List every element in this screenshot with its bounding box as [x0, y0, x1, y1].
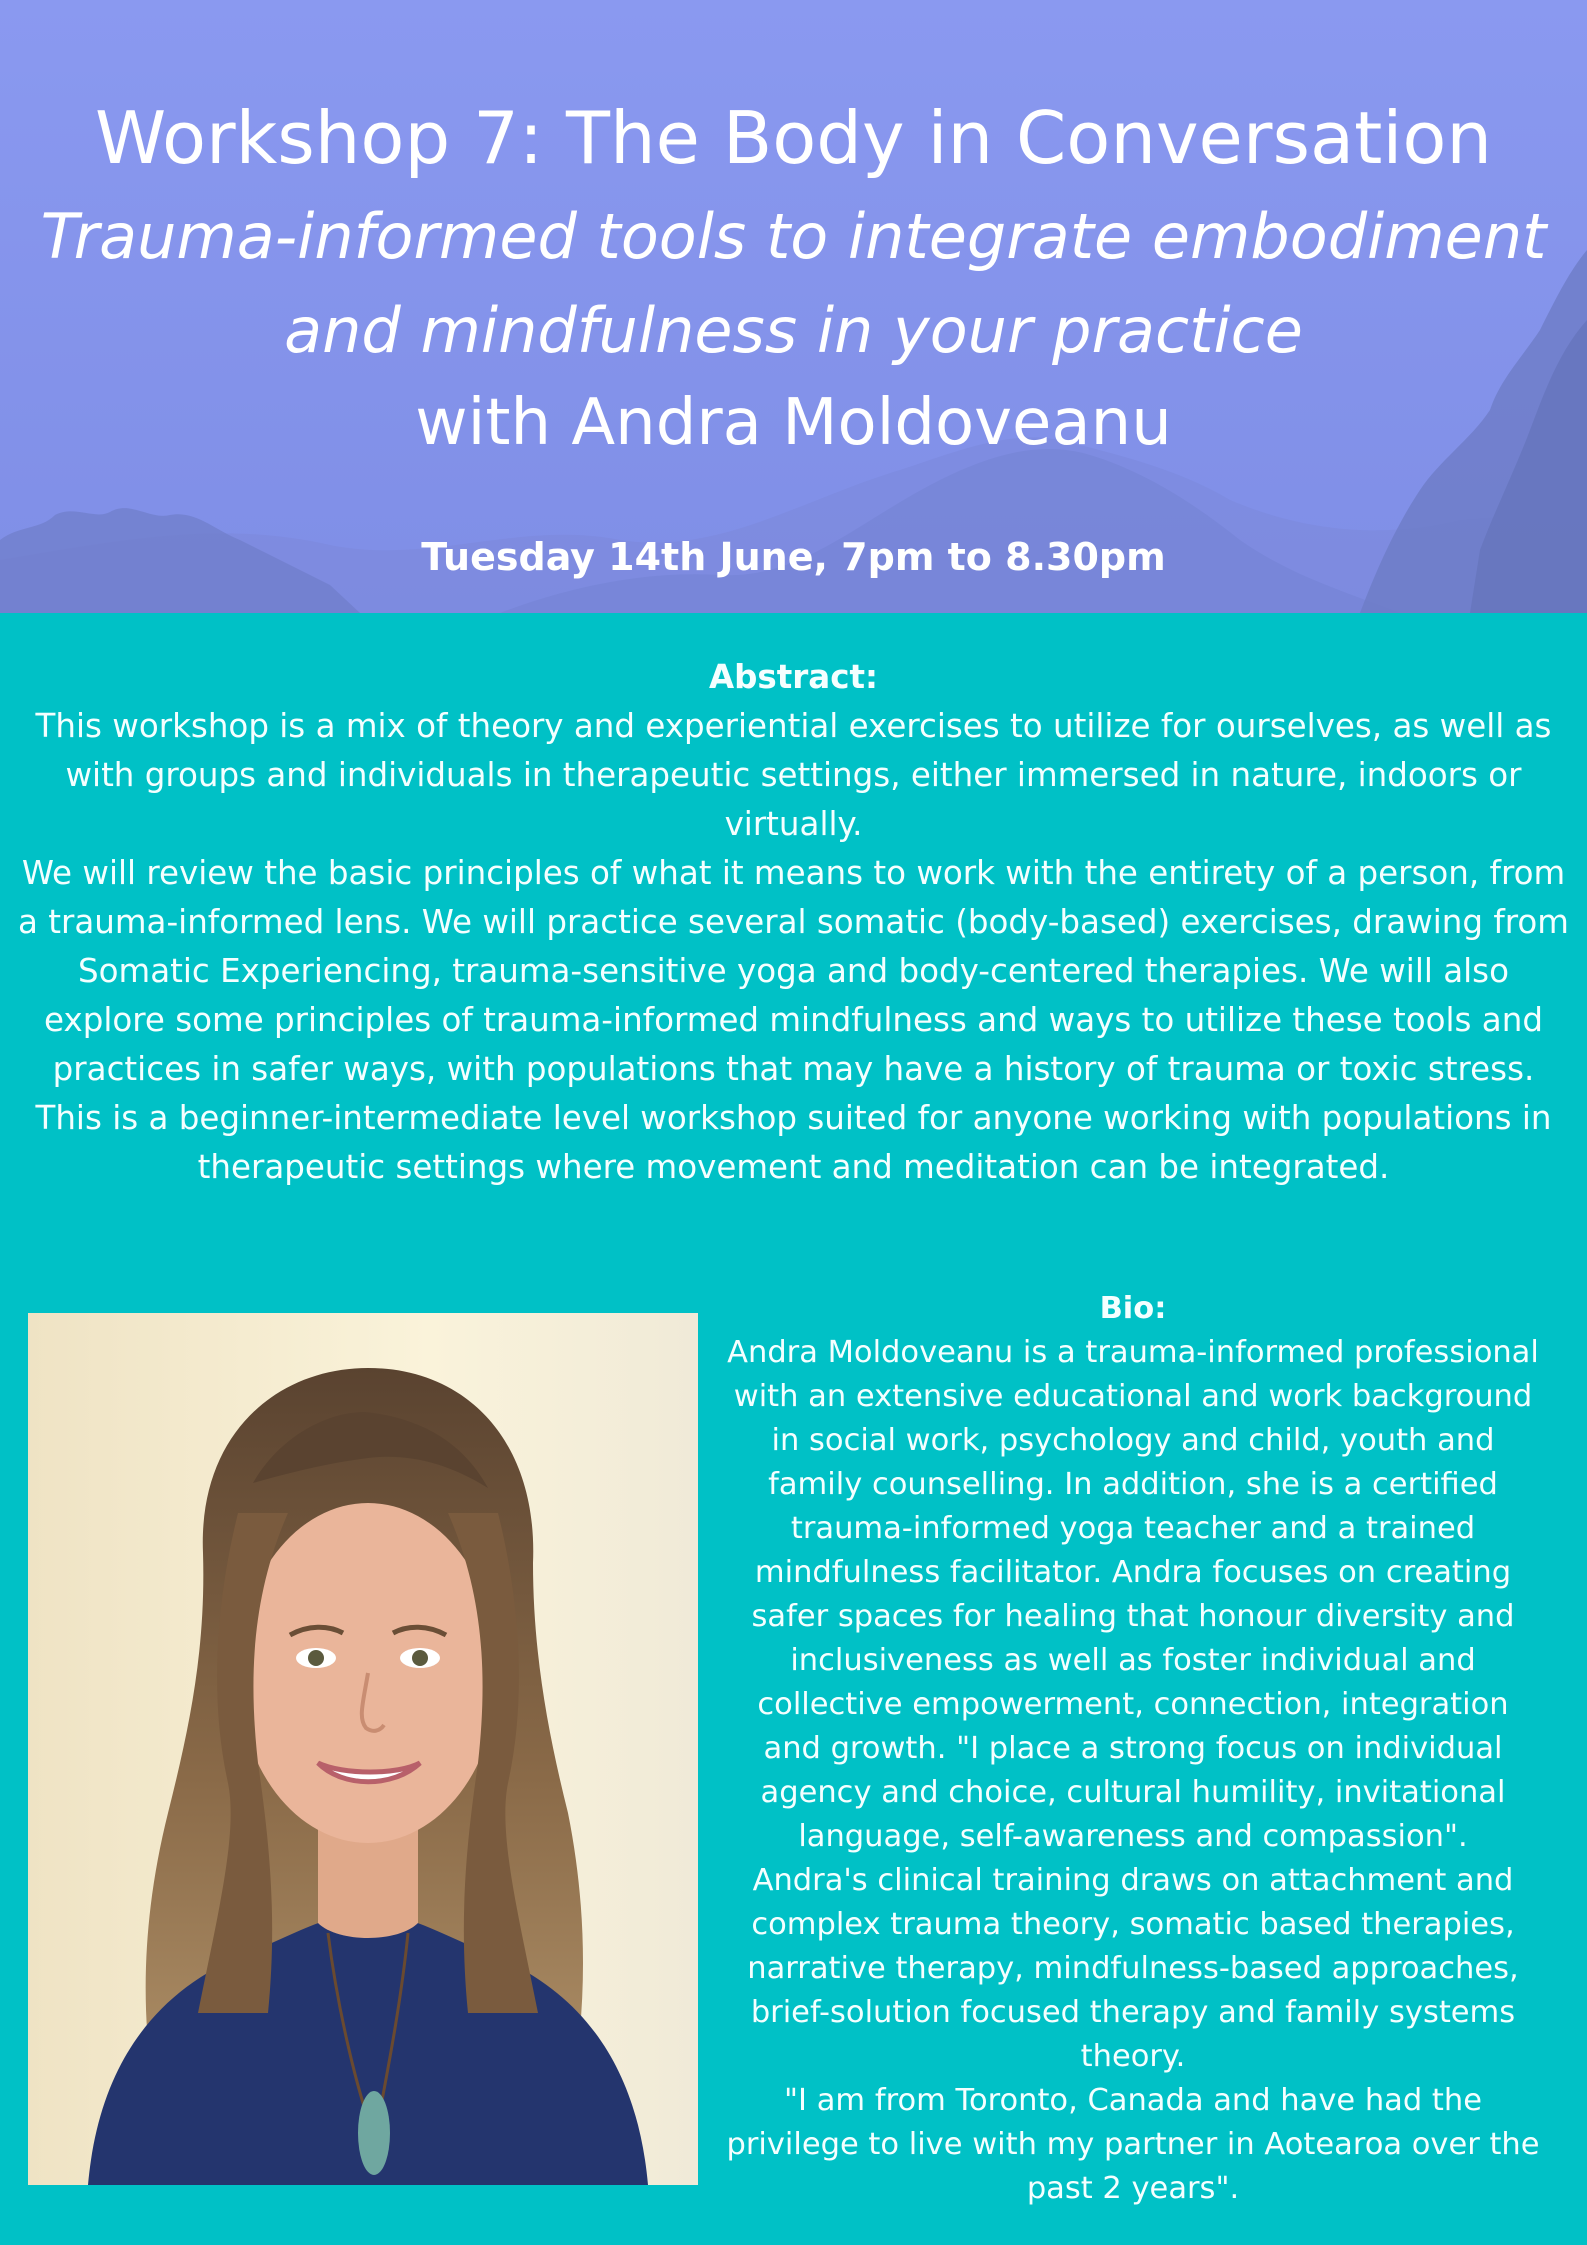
header-banner: [0, 0, 1587, 613]
presenter-photo: [28, 1313, 698, 2185]
workshop-title: Workshop 7: The Body in Conversation: [94, 96, 1493, 180]
bio-heading: Bio:: [1099, 1291, 1167, 1326]
abstract-paragraph: This workshop is a mix of theory and experiential exercises to utilize for ourselves, as well as with groups and individuals in therapeutic settings, either immersed in nature, indoors or virtually.: [35, 707, 1552, 843]
abstract-section: [14, 653, 1573, 1192]
bio-paragraph: Andra's clinical training draws on attachment and complex trauma theory, somatic based therapies, narrative therapy, mindfulness-based approaches, brief-solution focused therapy and family systems theory.: [747, 1863, 1519, 2074]
workshop-subtitle: Trauma-informed tools to integrate embodiment and mindfulness in your practice: [40, 200, 1547, 367]
event-date: Tuesday 14th June, 7pm to 8.30pm: [421, 535, 1166, 579]
abstract-paragraph: We will review the basic principles of what it means to work with the entirety of a person, from a trauma-informed lens. We will practice several somatic (body-based) exercises, drawing from Somatic Experiencing, trauma-sensitive yoga and body-centered therapies. We will also explore some principles of trauma-informed mindfulness and ways to utilize these tools and practices in safer ways, with populations that may have a history of trauma or toxic stress.: [18, 854, 1569, 1088]
abstract-heading: Abstract:: [708, 658, 879, 696]
bio-paragraph: Andra Moldoveanu is a trauma-informed professional with an extensive educational and work background in social work, psychology and child, youth and family counselling. In addition, she is a certified trauma-informed yoga teacher and a trained mindfulness facilitator. Andra focuses on creating safer spaces for healing that honour diversity and inclusiveness as well as foster individual and collective empowerment, connection, integration and growth. "I place a strong focus on individual agency and choice, cultural humility, invitational language, self-awareness and compassion".: [727, 1335, 1539, 1854]
portrait-illustration: [28, 1313, 698, 2185]
bio-section: [726, 1287, 1540, 2211]
abstract-paragraph: This is a beginner-intermediate level workshop suited for anyone working with populations in therapeutic settings where movement and meditation can be integrated.: [35, 1099, 1552, 1186]
presenter-line: with Andra Moldoveanu: [415, 386, 1172, 460]
bio-paragraph: "I am from Toronto, Canada and have had the privilege to live with my partner in Aotearoa over the past 2 years".: [726, 2083, 1540, 2206]
